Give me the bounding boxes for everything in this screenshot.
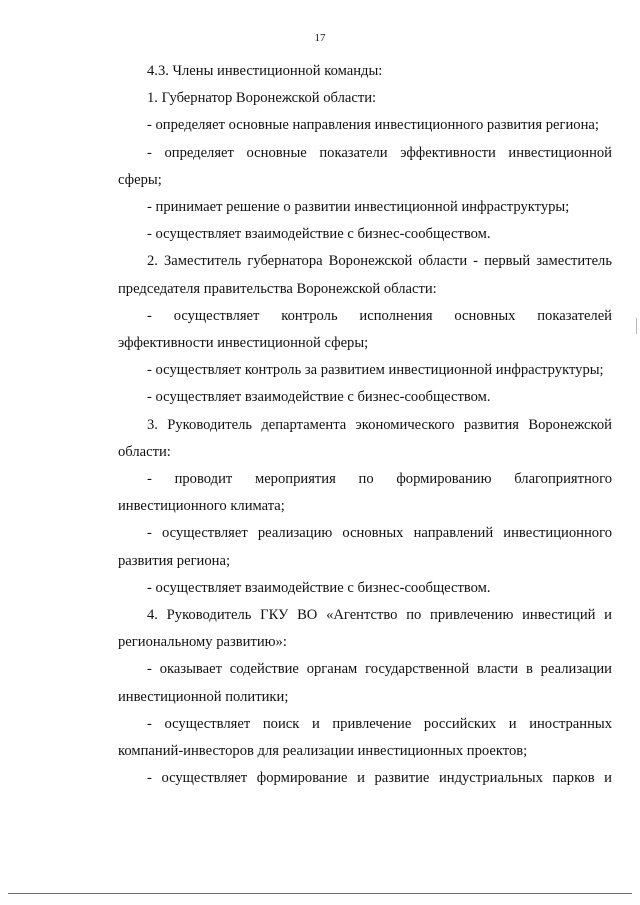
department-duty-1: - проводит мероприятия по формированию благоприятного инвестиционного климата;	[118, 471, 612, 515]
agency-duty-2: - осуществляет поиск и привлечение российских и иностранных компаний-инвесторов для реализации инвестиционных проектов;	[118, 715, 612, 760]
member-heading-deputy-governor: 2. Заместитель губернатора Воронежской области - первый заместитель председателя правительства Воронежской области:	[118, 253, 612, 297]
scan-edge-mark	[636, 318, 637, 334]
governor-duty-3: - принимает решение о развитии инвестиционной инфраструктуры;	[147, 199, 570, 216]
document-body	[118, 58, 612, 792]
deputy-duty-2: - осуществляет контроль за развитием инвестиционной инфраструктуры;	[147, 362, 604, 379]
page-bottom-rule	[8, 893, 632, 894]
governor-duty-4: - осуществляет взаимодействие с бизнес-сообществом.	[147, 226, 491, 243]
deputy-duty-1: - осуществляет контроль исполнения основных показателей эффективности инвестиционной сферы;	[118, 307, 612, 352]
department-duty-3: - осуществляет взаимодействие с бизнес-сообществом.	[147, 579, 491, 596]
section-heading: 4.3. Члены инвестиционной команды:	[147, 63, 383, 79]
page-number: 17	[314, 32, 326, 44]
member-heading-economic-department: 3. Руководитель департамента экономического развития Воронежской области:	[118, 416, 612, 460]
governor-duty-2: - определяет основные показатели эффективности инвестиционной сферы;	[118, 144, 612, 188]
agency-duty-1: - оказывает содействие органам государственной власти в реализации инвестиционной политики;	[118, 661, 612, 705]
department-duty-2: - осуществляет реализацию основных направлений инвестиционного развития региона;	[118, 525, 612, 569]
agency-duty-3: - осуществляет формирование и развитие индустриальных парков и	[147, 770, 612, 787]
member-heading-investment-agency: 4. Руководитель ГКУ ВО «Агентство по привлечению инвестиций и региональному развитию»:	[118, 607, 612, 651]
member-heading-governor: 1. Губернатор Воронежской области:	[147, 90, 377, 107]
governor-duty-1: - определяет основные направления инвестиционного развития региона;	[147, 117, 599, 134]
deputy-duty-3: - осуществляет взаимодействие с бизнес-сообществом.	[147, 389, 491, 406]
